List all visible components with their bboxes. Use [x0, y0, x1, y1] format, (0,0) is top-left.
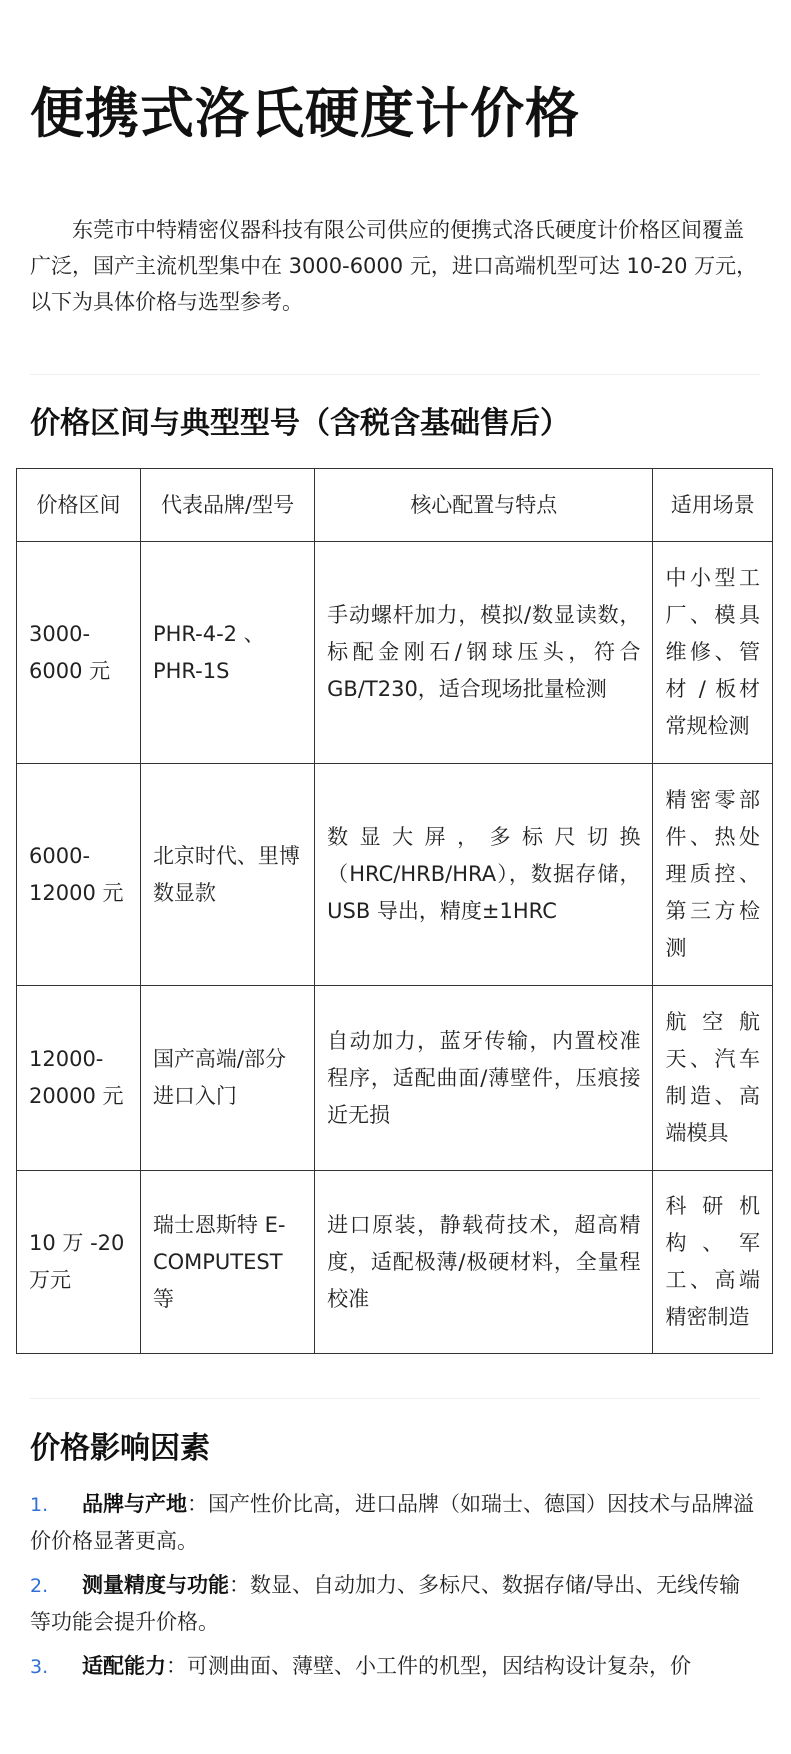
features-cell: 进口原装，静载荷技术，超高精度，适配极薄/极硬材料，全量程校准: [315, 1171, 653, 1354]
features-cell: 自动加力，蓝牙传输，内置校准程序，适配曲面/薄壁件，压痕接近无损: [315, 986, 653, 1171]
page-title: 便携式洛氏硬度计价格: [30, 82, 580, 145]
table-row: [17, 542, 773, 764]
column-header-price: 价格区间: [17, 469, 141, 542]
price-range-cell: 12000-20000 元: [17, 986, 141, 1171]
list-item-text: ：国产性价比高，进口品牌（如瑞士、德国）因技术与品牌溢价价格显著更高。: [30, 1492, 754, 1553]
list-item: [30, 1486, 758, 1559]
list-item-number: 1.: [30, 1494, 49, 1516]
list-item: [30, 1567, 758, 1640]
table-row: [17, 1171, 773, 1354]
price-range-cell: 6000-12000 元: [17, 764, 141, 986]
section-divider: [30, 374, 760, 375]
list-item-title: 适配能力: [82, 1654, 166, 1678]
features-cell: 手动螺杆加力，模拟/数显读数，标配金刚石/钢球压头，符合 GB/T230，适合现场批量检测: [315, 542, 653, 764]
scene-cell: 科研机构、军工、高端精密制造: [653, 1171, 773, 1354]
price-table: [16, 468, 773, 1354]
factors-list: [30, 1486, 758, 1693]
price-range-cell: 3000-6000 元: [17, 542, 141, 764]
list-item-title: 测量精度与功能: [82, 1573, 229, 1597]
brand-model-cell: 国产高端/部分进口入门: [140, 986, 314, 1171]
section-divider: [30, 1398, 760, 1399]
price-range-cell: 10 万 -20 万元: [17, 1171, 141, 1354]
list-item: [30, 1648, 758, 1685]
table-row: [17, 986, 773, 1171]
list-item-text: ：数显、自动加力、多标尺、数据存储/导出、无线传输等功能会提升价格。: [30, 1573, 741, 1634]
scene-cell: 航空航天、汽车制造、高端模具: [653, 986, 773, 1171]
column-header-features: 核心配置与特点: [315, 469, 653, 542]
brand-model-cell: 北京时代、里博数显款: [140, 764, 314, 986]
column-header-brand: 代表品牌/型号: [140, 469, 314, 542]
intro-paragraph: 东莞市中特精密仪器科技有限公司供应的便携式洛氏硬度计价格区间覆盖广泛，国产主流机型集中在 3000-6000 元，进口高端机型可达 10-20 万元，以下为具体价格与选型参考。: [30, 218, 758, 314]
features-cell: 数显大屏，多标尺切换（HRC/HRB/HRA），数据存储，USB 导出，精度±1HRC: [315, 764, 653, 986]
scene-cell: 精密零部件、热处理质控、第三方检测: [653, 764, 773, 986]
column-header-scene: 适用场景: [653, 469, 773, 542]
list-item-number: 2.: [30, 1575, 49, 1597]
scene-cell: 中小型工厂、模具维修、管材 / 板材常规检测: [653, 542, 773, 764]
table-header-row: [17, 469, 773, 542]
list-item-number: 3.: [30, 1656, 49, 1678]
list-item-text: ：可测曲面、薄壁、小工件的机型，因结构设计复杂，价: [166, 1654, 691, 1678]
brand-model-cell: 瑞士恩斯特 E-COMPUTEST 等: [140, 1171, 314, 1354]
table-row: [17, 764, 773, 986]
list-item-title: 品牌与产地: [82, 1492, 187, 1516]
price-section-heading: 价格区间与典型型号（含税含基础售后）: [30, 406, 570, 441]
factors-section-heading: 价格影响因素: [30, 1431, 210, 1466]
brand-model-cell: PHR-4-2 、PHR-1S: [140, 542, 314, 764]
